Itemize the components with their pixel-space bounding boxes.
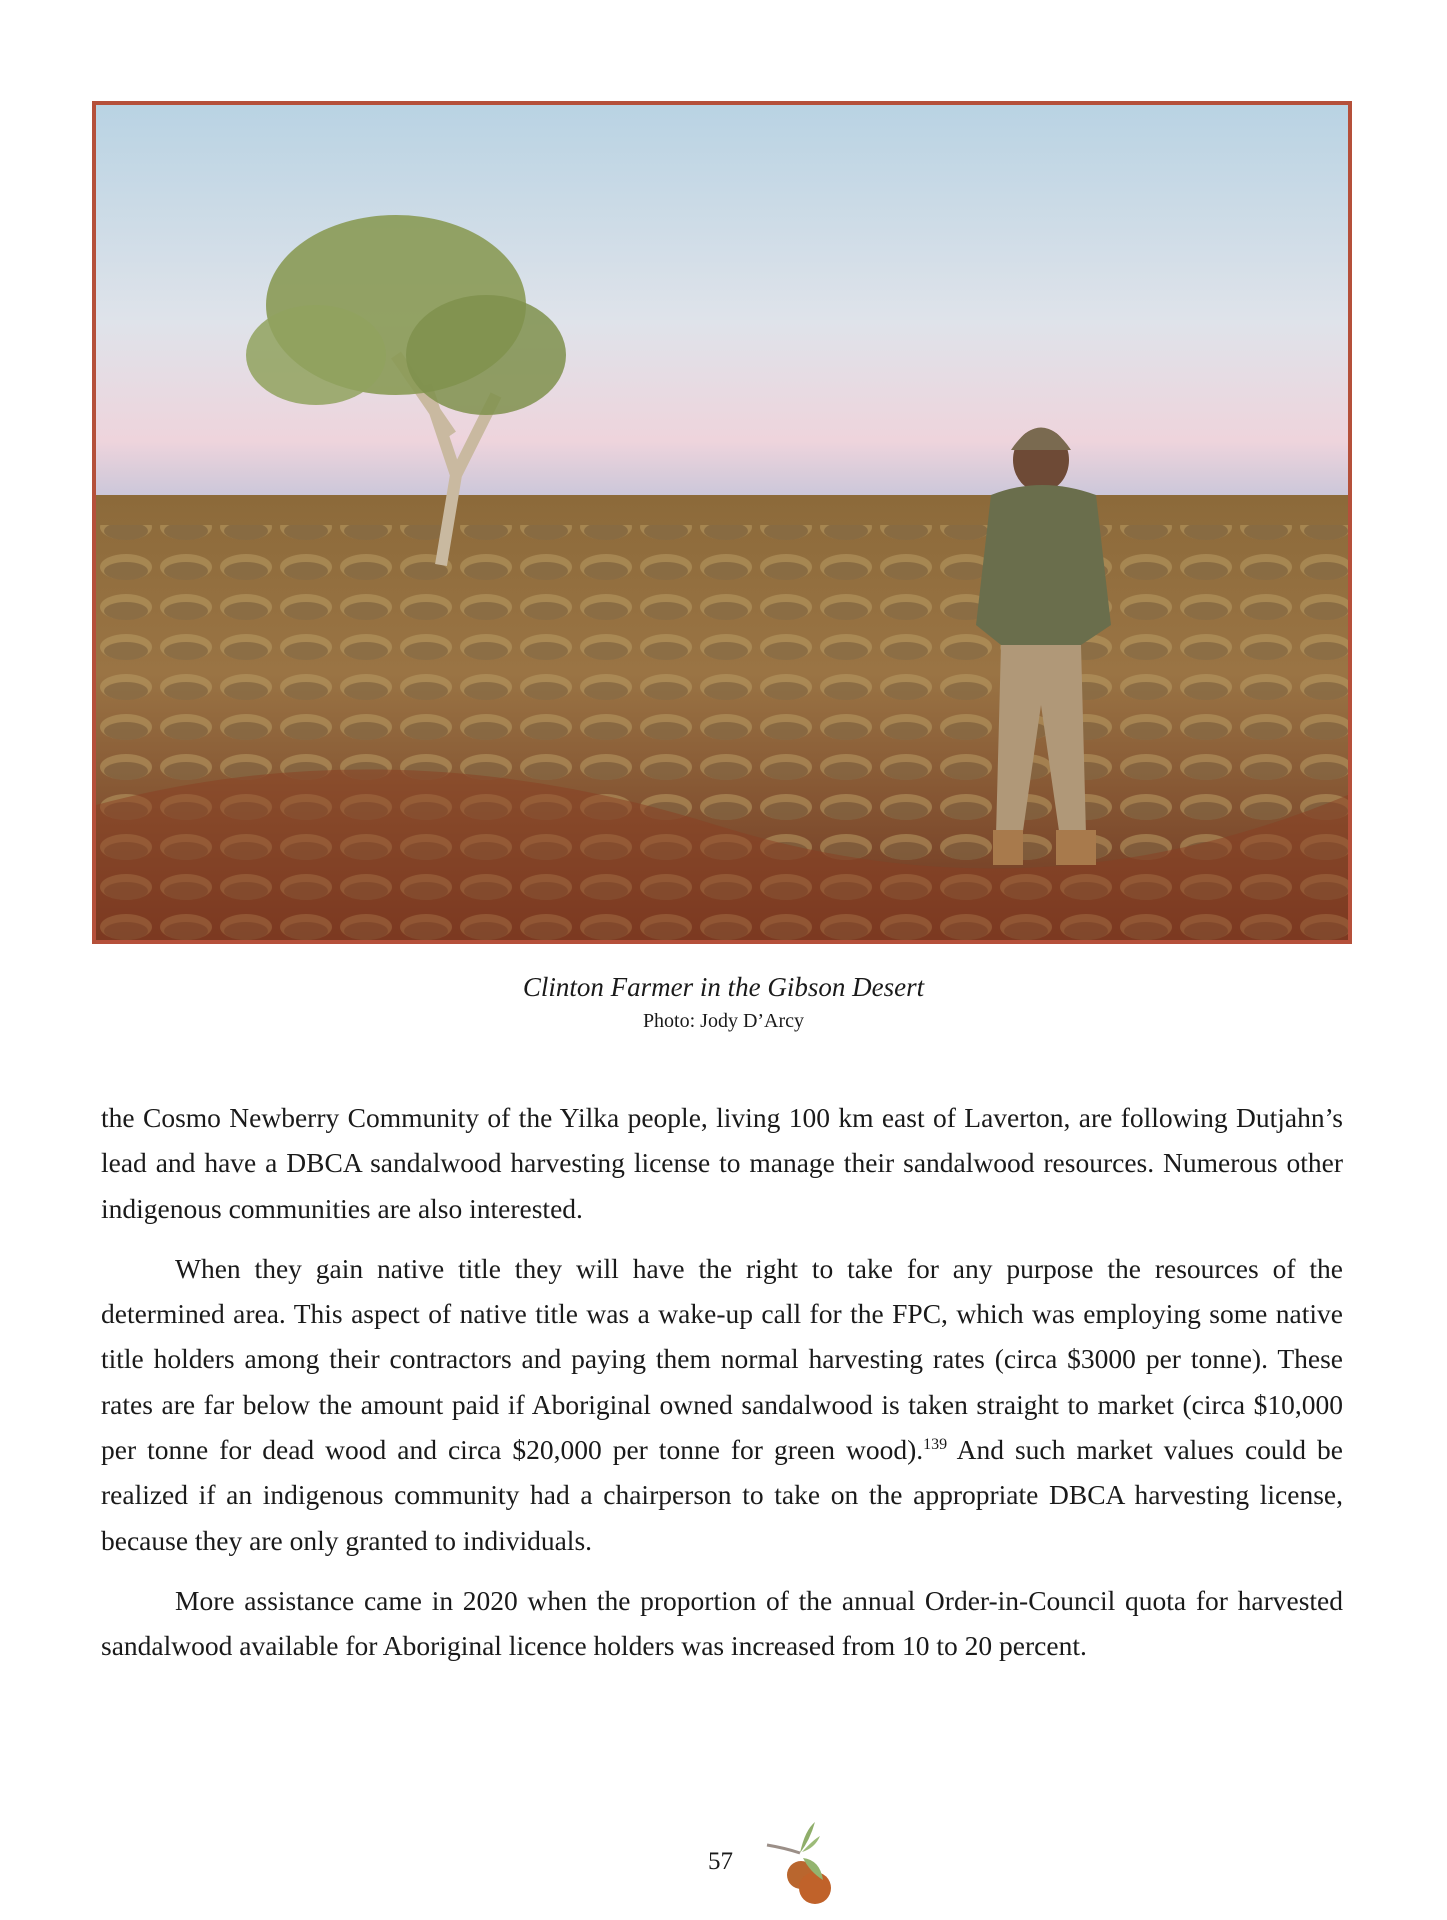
body-text xyxy=(101,1095,1343,1684)
paragraph-text: And such market values could be realized if an indigenous community had a chairperson to take on the appropriate DBCA harvesting license, because they are only granted to individuals. xyxy=(101,1434,1343,1556)
figure-caption: Clinton Farmer in the Gibson Desert xyxy=(522,972,925,1002)
photo-credit: Photo: Jody D’Arcy xyxy=(642,1010,805,1032)
desert-photo xyxy=(96,105,1348,940)
footnote-ref[interactable]: 139 xyxy=(923,1435,948,1453)
paragraph: More assistance came in 2020 when the proportion of the annual Order-in-Council quota for harvested sandalwood available for Aboriginal licence holders was increased from 10 to 20 percent. xyxy=(101,1584,1343,1662)
paragraph: the Cosmo Newberry Community of the Yilka people, living 100 km east of Laverton, are following Dutjahn’s lead and have a DBCA sandalwood harvesting license to manage their sandalwood resources. Numerous other indigenous communities are also interested. xyxy=(101,1102,1343,1224)
page-number: 57 xyxy=(708,1848,733,1875)
paragraph xyxy=(101,1246,1343,1563)
sandalwood-nut-icon xyxy=(765,1820,835,1910)
photo-frame xyxy=(92,101,1352,944)
paragraph-text: When they gain native title they will have the right to take for any purpose the resources of the determined area. This aspect of native title was a wake-up call for the FPC, which was employing some native title holders among their contractors and paying them normal harvesting rates (circa $3000 per tonne). These rates are far below the amount paid if Aboriginal owned sandalwood is taken straight to market (circa $10,000 per tonne for dead wood and circa $20,000 per tonne for green wood). xyxy=(101,1252,1343,1466)
